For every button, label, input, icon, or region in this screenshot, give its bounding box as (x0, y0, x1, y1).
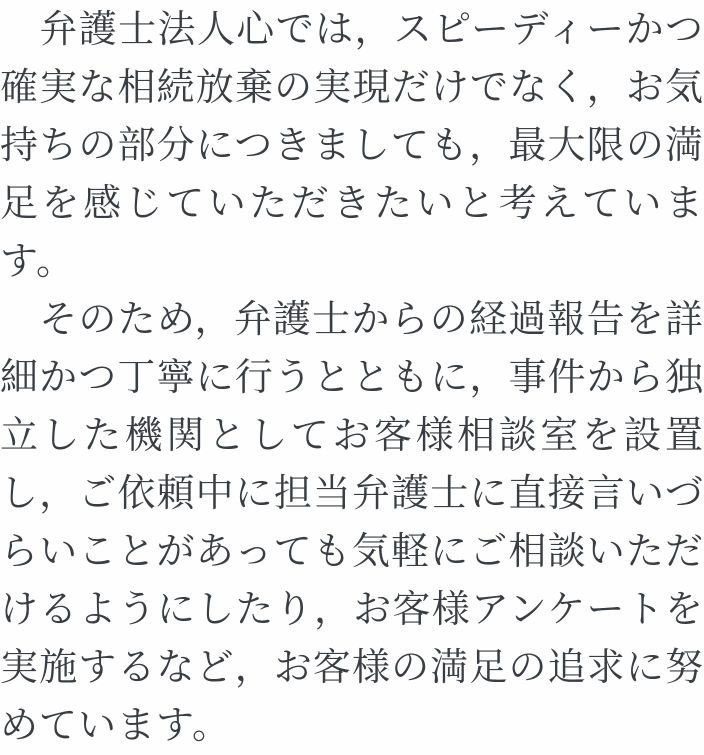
paragraph (0, 290, 704, 754)
text-line: 細かつ丁寧に行うとともに，事件から独 (0, 355, 704, 399)
text-line: す。 (0, 239, 75, 283)
text-line: 立した機関としてお客様相談室を設置 (0, 413, 704, 457)
text-line: 弁護士法人心では，スピーディーかつ (0, 7, 704, 51)
text-line: めています。 (0, 703, 231, 747)
paragraph (0, 0, 704, 290)
text-line: らいことがあっても気軽にご相談いただ (0, 529, 704, 573)
text-line: 実施するなど，お客様の満足の追求に努 (0, 645, 704, 689)
text-line: し，ご依頼中に担当弁護士に直接言いづ (0, 471, 704, 515)
text-line: そのため，弁護士からの経過報告を詳 (0, 297, 704, 341)
text-line: 足を感じていただきたいと考えていま (0, 181, 704, 225)
text-line: 持ちの部分につきましても，最大限の満 (0, 123, 704, 167)
text-line: けるようにしたり，お客様アンケートを (0, 587, 704, 631)
text-line: 確実な相続放棄の実現だけでなく，お気 (0, 65, 704, 109)
